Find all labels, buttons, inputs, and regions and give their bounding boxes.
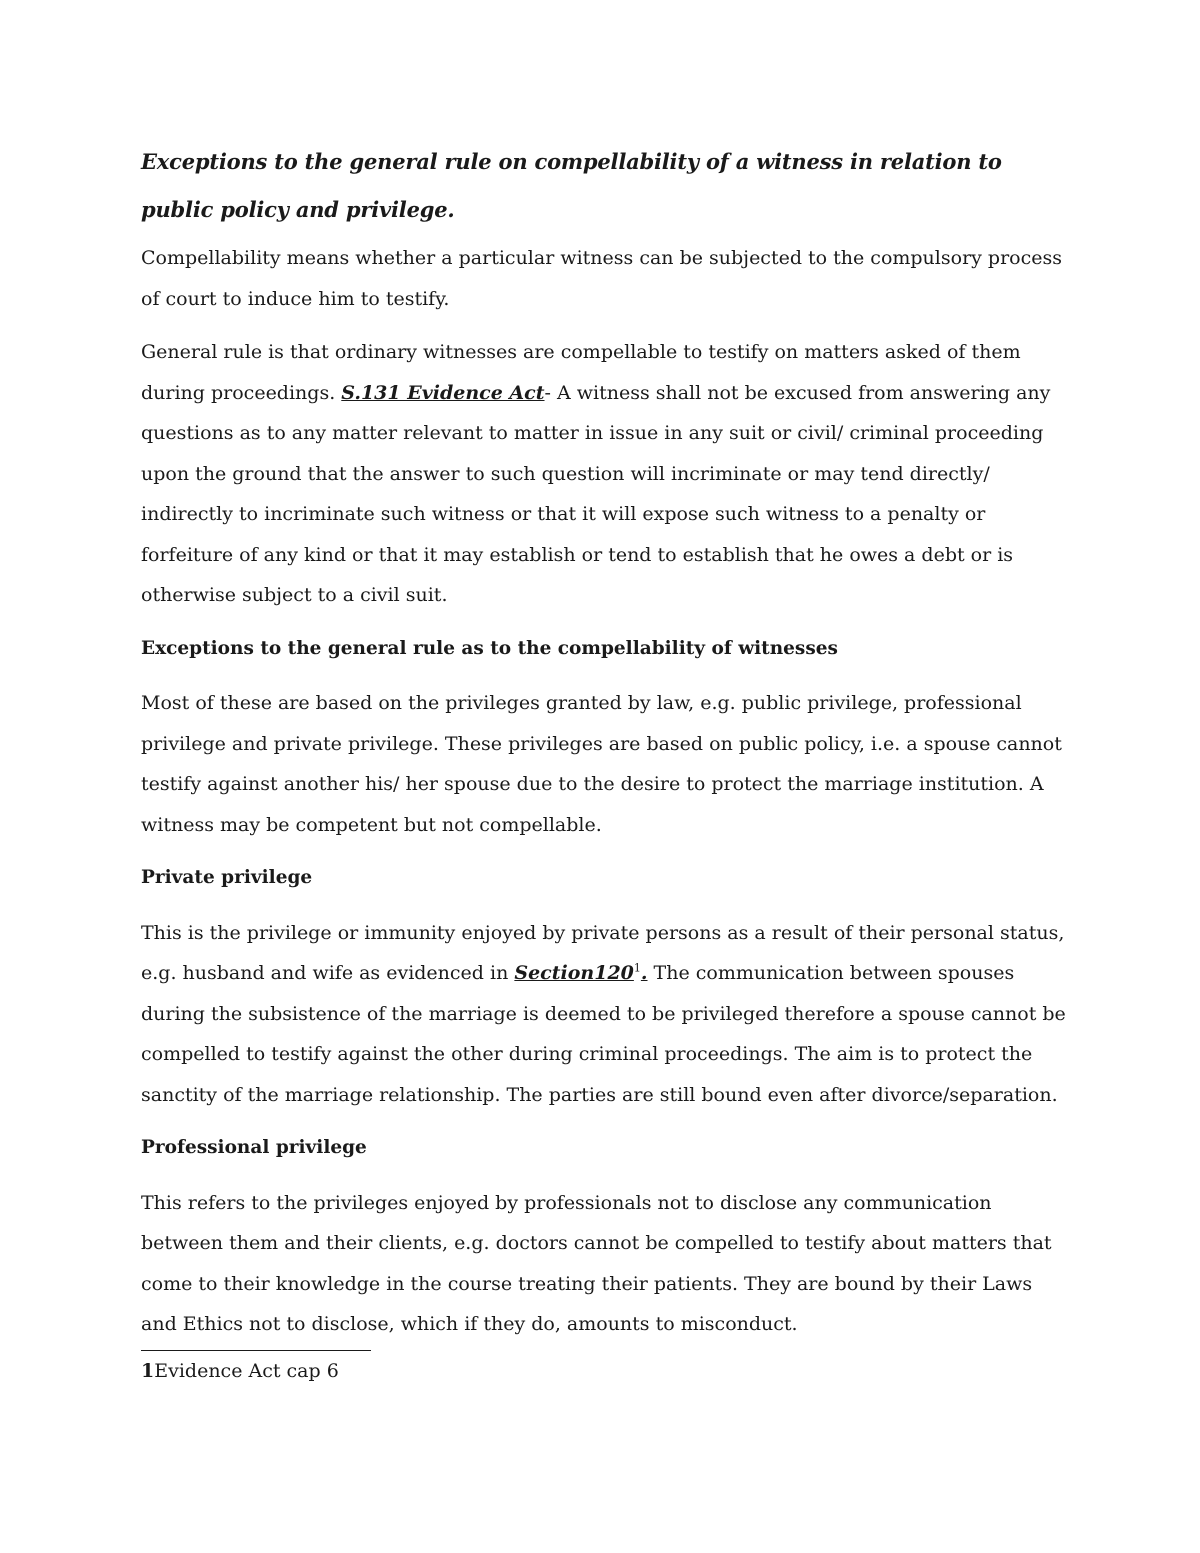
footnote-marker: 1 xyxy=(633,961,641,975)
section-131-text: - A witness shall not be excused from answering any questions as to any matter relevant to matter in issue in any suit or civil/ criminal proceeding upon the ground that the answer to such question will incriminate or may tend directly/ indirectly to incriminate such witness or that it will expose such witness to a penalty or forfeiture of any kind or that it may establish or tend to establish that he owes a debt or is otherwise subject to a civil suit. xyxy=(141,381,1051,606)
document-title: Exceptions to the general rule on compellability of a witness in relation to public policy and privilege. xyxy=(141,149,1002,222)
section-120-period: . xyxy=(640,962,648,984)
heading-exceptions: Exceptions to the general rule as to the compellability of witnesses xyxy=(141,637,838,659)
paragraph-professional-privilege: This refers to the privileges enjoyed by professionals not to disclose any communication between them and their clients, e.g. doctors cannot be compelled to testify about matters that come to their knowledge in the course treating their patients. They are bound by their Laws and Ethics not to disclose, which if they do, amounts to misconduct. xyxy=(141,1191,1052,1335)
heading-professional-privilege: Professional privilege xyxy=(141,1137,367,1158)
private-privilege-text: This is the privilege or immunity enjoyed by private persons as a result of their personal status, e.g. husband and wife as evidenced in xyxy=(141,921,1065,984)
footnote xyxy=(141,1357,1066,1385)
private-privilege-text-cont: The communication between spouses during the subsistence of the marriage is deemed to be privileged therefore a spouse cannot be compelled to testify against the other during criminal proceedings. The aim is to protect the sanctity of the marriage relationship. The parties are still bound even after divorce/separation. xyxy=(141,962,1066,1106)
heading-private-privilege: Private privilege xyxy=(141,867,313,888)
paragraph-compellability-definition: Compellability means whether a particular witness can be subjected to the compulsory process of court to induce him to testify. xyxy=(141,247,1062,310)
footnote-number: 1 xyxy=(141,1359,155,1382)
paragraph-privileges: Most of these are based on the privileges granted by law, e.g. public privilege, professional privilege and private privilege. These privileges are based on public policy, i.e. a spouse cannot testify against another his/ her spouse due to the desire to protect the marriage institution. A witness may be competent but not compellable. xyxy=(141,692,1062,836)
general-rule-text: General rule is that ordinary witnesses are compellable to testify on matters asked of them during proceedings. xyxy=(141,341,1021,404)
section-131-reference: S.131 Evidence Act xyxy=(341,381,545,404)
footnote-text: Evidence Act cap 6 xyxy=(154,1359,339,1382)
document-page xyxy=(141,138,1066,1385)
paragraph-private-privilege xyxy=(141,913,1066,1116)
section-120-reference: Section120 xyxy=(514,962,634,984)
footnote-separator xyxy=(141,1350,371,1351)
paragraph-general-rule xyxy=(141,332,1066,616)
